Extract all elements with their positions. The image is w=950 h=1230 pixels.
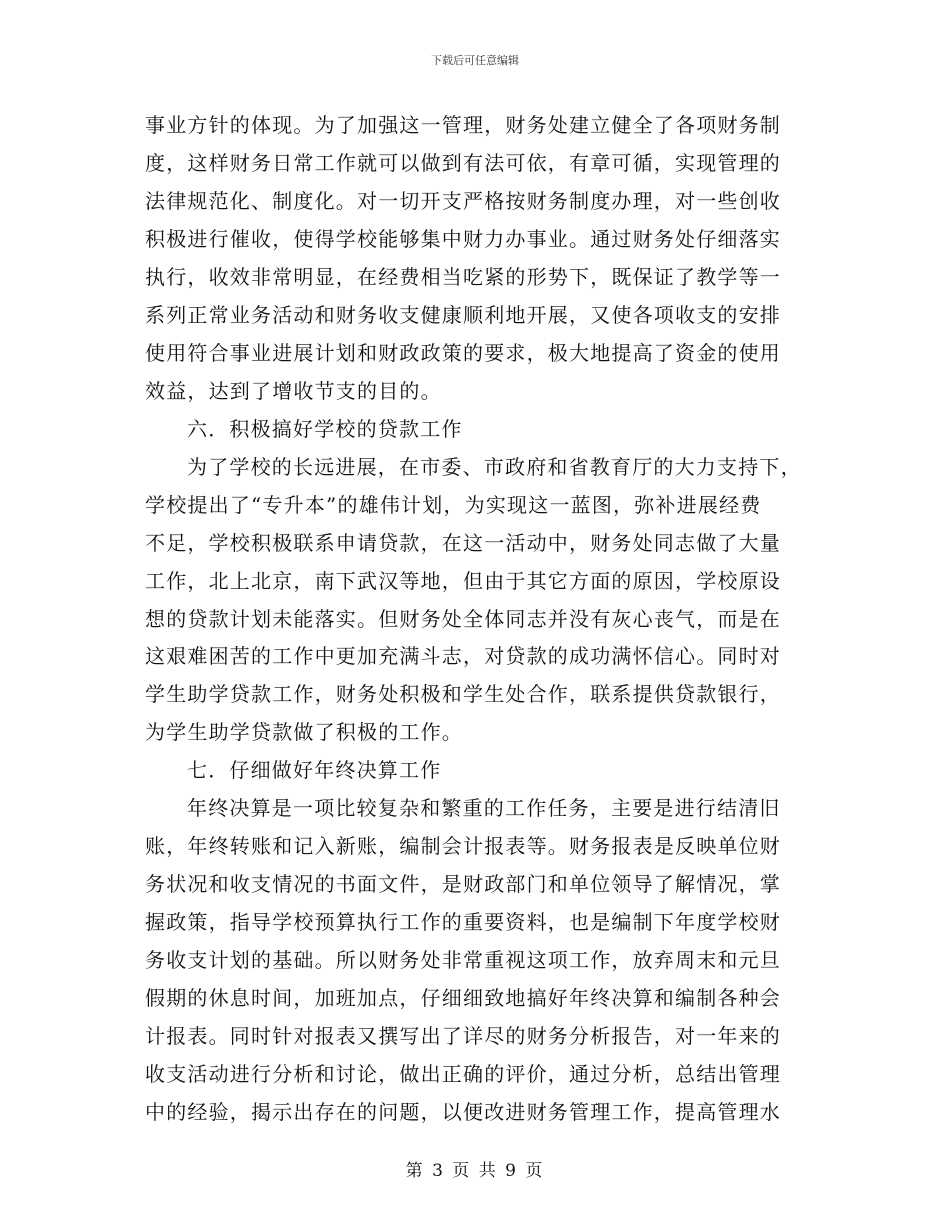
text-line: 为学生助学贷款做了积极的工作。 bbox=[145, 720, 463, 745]
text-line: 想的贷款计划未能落实。但财务处全体同志并没有灰心丧气，而是在 bbox=[145, 606, 781, 631]
text-line: 学生助学贷款工作，财务处积极和学生处合作，联系提供贷款银行， bbox=[145, 682, 781, 707]
text-line: 账，年终转账和记入新账，编制会计报表等。财务报表是反映单位财 bbox=[145, 834, 781, 859]
text-line: 计报表。同时针对报表又撰写出了详尽的财务分析报告，对一年来的 bbox=[145, 1024, 781, 1049]
text-line: 法律规范化、制度化。对一切开支严格按财务制度办理，对一些创收 bbox=[145, 188, 781, 213]
text-line: 效益，达到了增收节支的目的。 bbox=[145, 378, 442, 403]
text-line: 务收支计划的基础。所以财务处非常重视这项工作，放弃周末和元旦 bbox=[145, 948, 781, 973]
text-line: 使用符合事业进展计划和财政政策的要求，极大地提高了资金的使用 bbox=[145, 340, 781, 365]
text-line: 为了学校的长远进展，在市委、市政府和省教育厅的大力支持下， bbox=[187, 454, 802, 479]
section-heading: 六．积极搞好学校的贷款工作 bbox=[187, 416, 463, 441]
text-line: 假期的休息时间，加班加点，仔细细致地搞好年终决算和编制各种会 bbox=[145, 986, 781, 1011]
text-line: 工作，北上北京，南下武汉等地，但由于其它方面的原因，学校原设 bbox=[145, 568, 781, 593]
page-number-footer: 第 3 页 共 9 页 bbox=[405, 1161, 545, 1181]
text-line: 学校提出了“专升本”的雄伟计划，为实现这一蓝图，弥补进展经费 bbox=[145, 492, 762, 517]
page-header: 下载后可任意编辑 bbox=[431, 54, 519, 67]
text-line: 不足，学校积极联系申请贷款，在这一活动中，财务处同志做了大量 bbox=[145, 530, 781, 555]
text-line: 收支活动进行分析和讨论，做出正确的评价，通过分析，总结出管理 bbox=[145, 1062, 781, 1087]
text-line: 中的经验，揭示出存在的问题，以便改进财务管理工作，提高管理水 bbox=[145, 1100, 781, 1125]
text-line: 系列正常业务活动和财务收支健康顺利地开展，又使各项收支的安排 bbox=[145, 302, 781, 327]
text-line: 度，这样财务日常工作就可以做到有法可依，有章可循，实现管理的 bbox=[145, 150, 781, 175]
text-line: 事业方针的体现。为了加强这一管理，财务处建立健全了各项财务制 bbox=[145, 113, 781, 137]
text-line: 这艰难困苦的工作中更加充满斗志，对贷款的成功满怀信心。同时对 bbox=[145, 644, 781, 669]
text-line: 执行，收效非常明显，在经费相当吃紧的形势下，既保证了教学等一 bbox=[145, 264, 781, 289]
text-line: 务状况和收支情况的书面文件，是财政部门和单位领导了解情况，掌 bbox=[145, 872, 781, 897]
text-line: 积极进行催收，使得学校能够集中财力办事业。通过财务处仔细落实 bbox=[145, 226, 781, 251]
text-line: 握政策，指导学校预算执行工作的重要资料，也是编制下年度学校财 bbox=[145, 910, 781, 935]
section-heading: 七．仔细做好年终决算工作 bbox=[187, 758, 442, 783]
text-line: 年终决算是一项比较复杂和繁重的工作任务，主要是进行结清旧 bbox=[187, 796, 781, 821]
